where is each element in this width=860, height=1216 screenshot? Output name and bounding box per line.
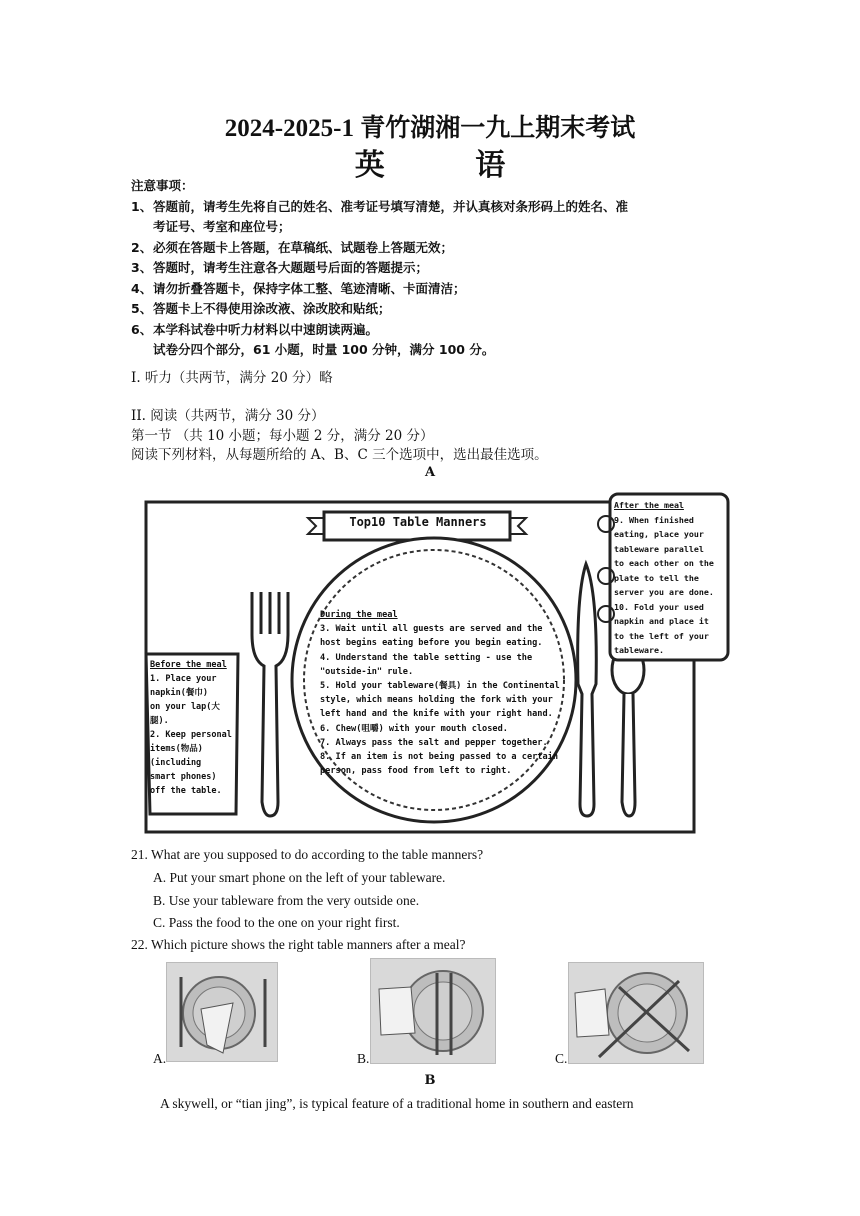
before-line: items(物品) bbox=[150, 744, 203, 754]
after-line: eating, place your bbox=[614, 529, 704, 539]
question-21-option-c: C. Pass the food to the one on your right first. bbox=[153, 915, 400, 930]
question-21-stem: 21. What are you supposed to do according to the table manners? bbox=[131, 847, 484, 862]
during-line: 5. Hold your tableware(餐具) in the Continental bbox=[320, 681, 560, 692]
during-meal-title: During the meal bbox=[320, 610, 398, 620]
during-line: 8. If an item is not being passed to a certain bbox=[320, 752, 558, 763]
table-manners-figure bbox=[128, 484, 730, 838]
after-line: server you are done. bbox=[614, 587, 714, 597]
note-text: 本学科试卷中听力材料以中速朗读两遍。 bbox=[153, 321, 379, 337]
before-line: smart phones) bbox=[150, 772, 217, 782]
note-text: 答题时，请考生注意各大题题号后面的答题提示； bbox=[153, 260, 429, 275]
during-line: "outside-in" rule. bbox=[320, 666, 414, 677]
after-line: 9. When finished bbox=[614, 514, 694, 525]
during-line: 7. Always pass the salt and pepper together. bbox=[320, 737, 548, 748]
section-part1: 第一节 （共 10 小题；每小题 2 分，满分 20 分） bbox=[131, 428, 434, 444]
after-line: to the left of your bbox=[614, 630, 709, 641]
before-line: 腿). bbox=[150, 716, 169, 726]
during-meal-note bbox=[320, 608, 560, 778]
during-line: 6. Chew(咀嚼) with your mouth closed. bbox=[320, 723, 508, 734]
note-item bbox=[131, 279, 741, 300]
passage-label-a: A bbox=[424, 465, 436, 480]
during-line: style, which means holding the fork with your bbox=[320, 695, 553, 706]
option-a-photo bbox=[166, 962, 278, 1062]
question-22-label-b: B. bbox=[357, 1051, 370, 1066]
section-instruction: 阅读下列材料，从每题所给的 A、B、C 三个选项中，选出最佳选项。 bbox=[131, 447, 548, 463]
after-line: tableware parallel bbox=[614, 543, 704, 554]
before-line: (including bbox=[150, 758, 202, 768]
section-reading: II. 阅读（共两节，满分 30 分） bbox=[131, 408, 325, 424]
after-meal-note bbox=[614, 498, 726, 658]
subject-title: 英 语 bbox=[354, 148, 546, 183]
before-line: napkin(餐巾) bbox=[150, 688, 208, 698]
note-item bbox=[131, 197, 741, 218]
note-item bbox=[131, 299, 741, 320]
option-c-photo bbox=[568, 962, 704, 1064]
note-num: 4、 bbox=[131, 280, 153, 296]
note-num: 1、 bbox=[131, 198, 153, 214]
before-meal-note bbox=[150, 658, 242, 798]
note-num: 3、 bbox=[131, 260, 153, 275]
note-item bbox=[131, 258, 741, 279]
figure-banner: Top10 Table Manners bbox=[349, 515, 487, 529]
question-21-option-a: A. Put your smart phone on the left of your tableware. bbox=[153, 870, 446, 885]
after-line: plate to tell the bbox=[614, 572, 699, 583]
during-line: 3. Wait until all guests are served and the bbox=[320, 624, 543, 635]
section-listening: I. 听力（共两节，满分 20 分）略 bbox=[131, 370, 333, 386]
question-22-label-c: C. bbox=[555, 1051, 568, 1066]
passage-label-b: B bbox=[424, 1073, 436, 1088]
after-line: 10. Fold your used bbox=[614, 601, 704, 612]
notes-block bbox=[131, 176, 741, 361]
before-line: 2. Keep personal bbox=[150, 730, 232, 740]
exam-title: 2024-2025-1 青竹湖湘一九上期末考试 bbox=[224, 115, 636, 142]
question-21-option-b: B. Use your tableware from the very outside one. bbox=[153, 893, 420, 908]
note-text: 必须在答题卡上答题，在草稿纸、试题卷上答题无效； bbox=[153, 239, 454, 255]
after-meal-title: After the meal bbox=[614, 500, 684, 510]
before-meal-title: Before the meal bbox=[150, 660, 227, 670]
note-text: 请勿折叠答题卡，保持字体工整、笔迹清晰、卡面清洁； bbox=[153, 280, 466, 296]
option-b-photo bbox=[370, 958, 496, 1064]
passage-b-text: A skywell, or “tian jing”, is typical feature of a traditional home in southern and eastern bbox=[160, 1096, 634, 1111]
note-text-cont: 考证号、考室和座位号； bbox=[153, 219, 291, 234]
after-line: napkin and place it bbox=[614, 616, 709, 626]
during-line: host begins eating before you begin eating. bbox=[320, 638, 543, 649]
note-item bbox=[131, 238, 741, 259]
before-line: on your lap(大 bbox=[150, 702, 220, 712]
after-line: tableware. bbox=[614, 645, 664, 655]
during-line: person, pass food from left to right. bbox=[320, 766, 512, 777]
note-text: 答题卡上不得使用涂改液、涂改胶和贴纸； bbox=[153, 301, 391, 316]
during-line: left hand and the knife with your right hand. bbox=[320, 709, 553, 720]
notes-heading: 注意事项： bbox=[131, 178, 194, 193]
before-line: off the table. bbox=[150, 786, 222, 796]
during-line: 4. Understand the table setting - use the bbox=[320, 652, 533, 663]
note-text: 答题前，请考生先将自己的姓名、准考证号填写清楚，并认真核对条形码上的姓名、准 bbox=[153, 198, 629, 214]
after-line: to each other on the bbox=[614, 558, 714, 568]
before-line: 1. Place your bbox=[150, 674, 217, 684]
note-num: 6、 bbox=[131, 321, 153, 337]
question-22-stem: 22. Which picture shows the right table manners after a meal? bbox=[131, 937, 466, 952]
note-num: 2、 bbox=[131, 239, 153, 255]
note-num: 5、 bbox=[131, 301, 153, 316]
question-22-label-a: A. bbox=[153, 1051, 167, 1066]
note-item bbox=[131, 320, 741, 341]
notes-summary: 试卷分四个部分，61 小题，时量 100 分钟，满分 100 分。 bbox=[153, 342, 495, 357]
